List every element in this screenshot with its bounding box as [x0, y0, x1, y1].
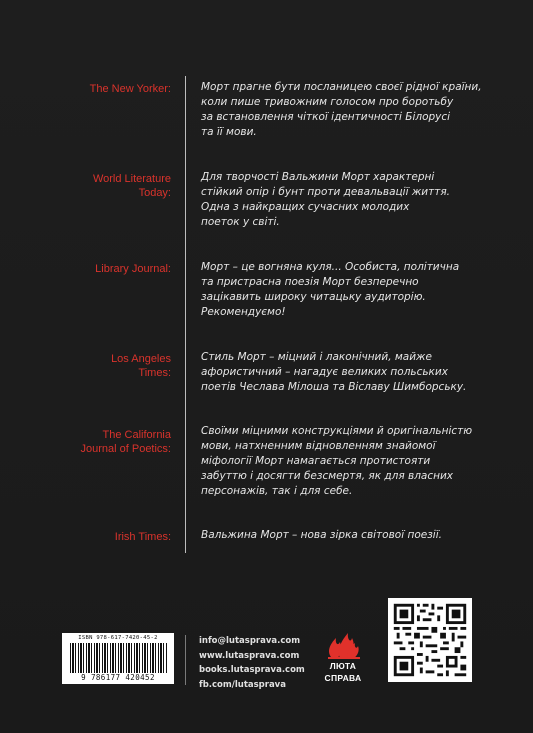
footer-divider	[185, 635, 186, 685]
blurb-quote: Для творчості Вальжини Морт характерні стійкий опір і бунт проти девальвації життя. Одна з найкращих сучасних молодих поеток у світі.	[201, 171, 451, 228]
blurb-quote: Морт прагне бути посланицею своєї рідної країни, коли пише тривожним голосом про боротьбу за встановлення чіткої ідентичності Білорусі та її мови.	[201, 81, 482, 138]
barcode-number: 9 786177 420452	[81, 673, 155, 682]
qr-code-icon	[388, 598, 472, 682]
publisher-links	[199, 634, 305, 692]
flame-icon	[318, 630, 368, 660]
isbn-barcode	[62, 633, 174, 684]
blurb-quote: Морт – це вогняна куля... Особиста, політична та пристрасна поезія Морт безперечно зацікавить широку читацьку аудиторію. Рекомендуємо!	[201, 261, 460, 318]
blurb-source: The New Yorker:	[89, 83, 171, 95]
blurb-quote: Стиль Морт – міцний і лаконічний, майже афористичний – нагадує великих польських поетів Чеслава Мілоша та Віславу Шимборську.	[201, 351, 467, 393]
publisher-logo	[318, 630, 368, 688]
publisher-name-line1: ЛЮТА	[329, 661, 357, 671]
blurb-source: Los Angeles Times:	[111, 353, 171, 379]
qr-code	[388, 598, 472, 682]
link-facebook[interactable]: fb.com/lutasprava	[199, 679, 286, 690]
blurb-source: Library Journal:	[95, 263, 171, 275]
blurb-source: World Literature Today:	[92, 173, 171, 199]
link-website[interactable]: www.lutasprava.com	[199, 650, 300, 661]
blurb-quote: Вальжина Морт – нова зірка світової поезії.	[201, 529, 442, 541]
blurb-source: The California Journal of Poetics:	[80, 429, 171, 455]
vertical-divider	[185, 76, 186, 553]
blurb-quote: Своїми міцними конструкціями й оригінальністю мови, натхненним відновленням знайомої міфології Морт намагається протистояти забуттю і досягти безсмертя, як для власних персонажів, так і для себе.	[201, 425, 473, 497]
blurb-source: Irish Times:	[114, 531, 171, 543]
isbn-label: ISBN 978-617-7420-45-2	[78, 635, 158, 641]
link-email[interactable]: info@lutasprava.com	[199, 636, 301, 646]
publisher-name-line2: СПРАВА	[324, 673, 362, 683]
barcode-bars	[70, 643, 168, 673]
link-books[interactable]: books.lutasprava.com	[199, 665, 305, 676]
